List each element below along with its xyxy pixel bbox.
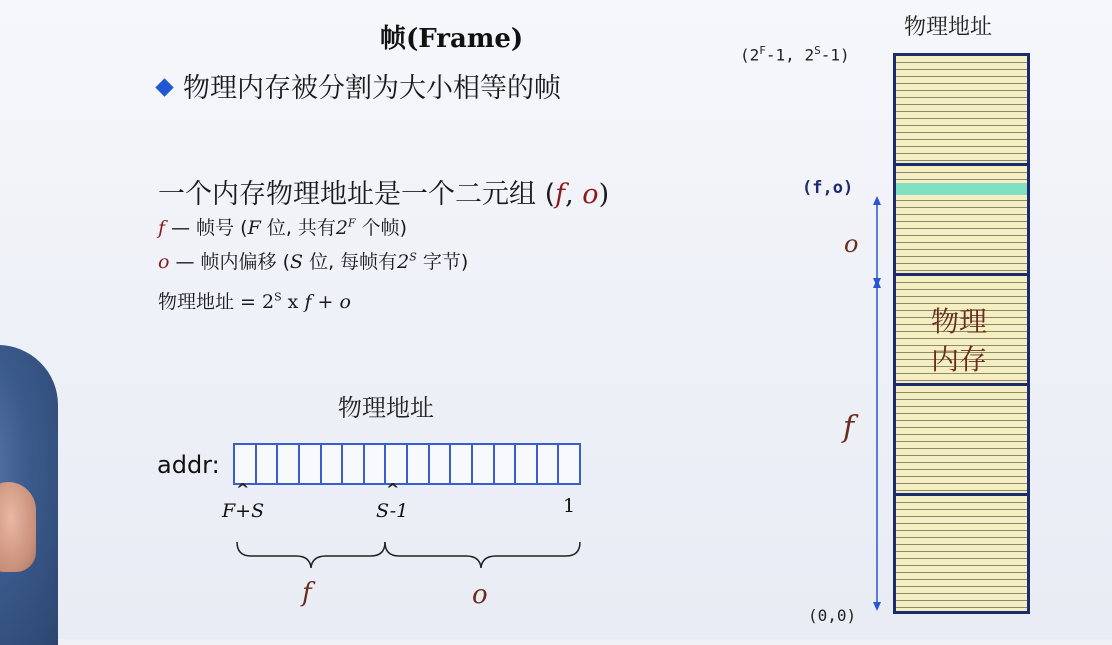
presenter-hand: [0, 482, 36, 572]
formula-exp: S: [274, 290, 282, 304]
tuple-text: 一个内存物理地址是一个二元组 (: [158, 179, 556, 210]
memory-title: 物理地址: [904, 15, 993, 40]
tick-high: F+S: [222, 500, 265, 522]
memory-center-text: [931, 303, 987, 379]
caret-mid-icon: ^: [386, 480, 400, 499]
memory-text-2: 内存: [931, 343, 988, 376]
o-label: o: [844, 230, 859, 258]
frame-base: 2: [335, 217, 348, 239]
brace-o-icon: [385, 542, 580, 568]
arrow-o-up-icon: [873, 196, 881, 205]
tuple-o: o: [582, 179, 599, 210]
top-m1: -1,: [765, 45, 805, 65]
tuple-comma: ,: [565, 179, 583, 210]
slide-title: 帧(Frame): [380, 24, 524, 54]
caret-high-icon: ^: [236, 480, 250, 499]
top-b2: 2: [804, 45, 815, 65]
bullet-text: 物理内存被分割为大小相等的帧: [183, 73, 561, 104]
formula-plus: +: [311, 291, 340, 313]
memory-top-label: [740, 44, 850, 64]
top-m2: -1): [820, 45, 850, 65]
formula-f: f: [304, 291, 312, 313]
frame-end: 个帧): [355, 217, 408, 239]
memory-frame: [896, 56, 1027, 163]
memory-frame: [896, 386, 1027, 493]
addr-diagram-title: 物理地址: [338, 394, 434, 422]
formula-base: 2: [262, 291, 275, 313]
offset-base: 2: [397, 251, 410, 273]
formula-o: o: [339, 291, 351, 313]
brace-o-label: o: [472, 580, 488, 610]
frame-var: f: [158, 217, 166, 239]
formula-times: x: [281, 291, 305, 313]
f-label: f: [843, 410, 855, 445]
tick-low: 1: [563, 495, 576, 517]
frame-mid: 位, 共有: [260, 217, 336, 239]
frame-exp: F: [348, 216, 356, 230]
arrow-f-down-icon: [873, 602, 881, 611]
frame-text: — 帧号 (: [165, 217, 248, 239]
offset-mid: 位, 每帧有: [303, 251, 398, 273]
offset-exp: S: [409, 250, 417, 264]
tick-mid: S-1: [376, 500, 409, 522]
memory-frame: [896, 496, 1027, 611]
brace-f-label: f: [302, 578, 312, 608]
top-e2: S: [814, 44, 821, 57]
memory-text-1: 物理: [931, 305, 988, 338]
frame-F: F: [247, 217, 261, 239]
offset-var: o: [158, 251, 170, 273]
top-open: (: [740, 45, 750, 65]
top-e1: F: [759, 44, 766, 57]
offset-S: S: [290, 251, 304, 273]
formula-prefix: 物理地址 =: [158, 291, 262, 313]
frame-offset-highlight: [896, 183, 1027, 195]
tuple-close: ): [598, 179, 610, 210]
brace-f-icon: [237, 542, 385, 568]
top-b1: 2: [749, 45, 760, 65]
addr-label: addr:: [157, 451, 220, 479]
offset-text: — 帧内偏移 (: [169, 251, 290, 273]
offset-end: 字节): [416, 251, 469, 273]
bottom-label: (0,0): [808, 606, 857, 625]
tuple-f: f: [555, 179, 566, 210]
fo-label: (f,o): [802, 178, 854, 198]
